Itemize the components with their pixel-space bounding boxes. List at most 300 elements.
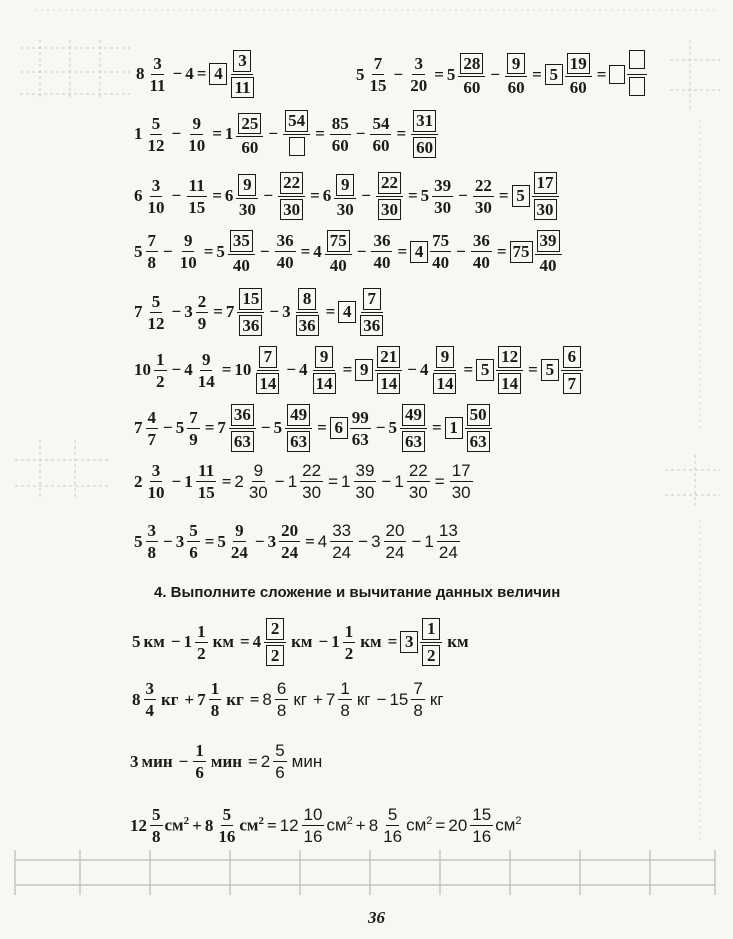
answer-box: 6 (563, 346, 581, 368)
fraction (146, 409, 159, 448)
term: см (239, 815, 259, 835)
whole-part: 1 (341, 471, 351, 491)
numerator: 33 (332, 521, 352, 540)
whole-part: 1 (394, 471, 404, 491)
exercise-row-7 (134, 404, 494, 452)
denominator: 16 (472, 827, 492, 846)
operator: = (221, 360, 232, 380)
operator: = (204, 531, 215, 551)
operator: − (171, 124, 182, 144)
numerator: 22 (302, 461, 322, 480)
answer-box: 15 (239, 288, 262, 310)
numerator: 39 (434, 175, 452, 195)
answer-box: 14 (433, 373, 456, 395)
fraction (186, 177, 207, 216)
denominator: 24 (385, 543, 405, 562)
fraction (229, 404, 256, 452)
denominator: 4 (145, 701, 154, 720)
operator: = (317, 418, 327, 438)
operator: = (496, 241, 507, 261)
whole-part: 1 (134, 124, 143, 144)
whole-part: 2 (260, 751, 271, 771)
fraction (154, 351, 167, 390)
numerator: 10 (303, 805, 323, 824)
fraction (532, 172, 559, 220)
fraction (627, 50, 647, 99)
whole-part: 5 (388, 418, 397, 438)
numerator: 9 (192, 113, 201, 133)
operator: − (318, 632, 329, 652)
whole-part: 4 (252, 632, 262, 652)
fraction (229, 50, 255, 98)
numerator: 9 (253, 461, 264, 480)
answer-box: 14 (313, 373, 336, 395)
answer-box: 7 (259, 346, 277, 368)
fraction (407, 462, 430, 501)
numerator: 5 (222, 805, 232, 824)
operator: = (397, 241, 408, 261)
operator: = (249, 689, 260, 709)
operator: + (184, 689, 195, 709)
numerator: 5 (275, 741, 285, 760)
fraction (187, 522, 200, 561)
quantity-row-1 (132, 618, 472, 666)
operator: − (458, 186, 468, 206)
answer-box: 35 (230, 230, 253, 252)
numerator: 54 (372, 113, 390, 133)
fraction (432, 177, 453, 216)
numerator (283, 110, 310, 135)
answer-box: 9 (507, 53, 525, 75)
operator: км (291, 632, 313, 652)
fraction (236, 174, 258, 218)
denominator: 8 (147, 253, 156, 273)
denominator: 9 (197, 313, 207, 333)
numerator: 3 (414, 54, 423, 73)
numerator: 1 (344, 621, 354, 641)
operator: кг (429, 689, 444, 709)
denominator (311, 371, 338, 395)
numerator: 5 (151, 113, 161, 133)
denominator (420, 643, 442, 667)
answer-box: 3 (233, 50, 251, 72)
operator: − (171, 302, 182, 322)
fraction (187, 409, 200, 448)
answer-box: 25 (238, 113, 261, 135)
numerator (334, 174, 356, 199)
whole-part: 7 (134, 302, 143, 322)
denominator: 6 (189, 543, 198, 562)
fraction (237, 288, 264, 336)
operator: = (498, 186, 509, 206)
whole-part: 8 (368, 815, 379, 835)
term: см (326, 815, 347, 835)
denominator (532, 197, 559, 221)
term: см (495, 815, 516, 835)
term: $см^2$ (495, 815, 522, 835)
denominator (254, 371, 281, 395)
operator: = (266, 815, 277, 835)
operator: − (268, 124, 279, 144)
fraction (186, 115, 207, 154)
numerator (285, 404, 312, 429)
answer-box: 14 (256, 373, 279, 395)
fraction (216, 806, 237, 845)
operator: = (434, 64, 444, 84)
answer-box: 50 (467, 404, 490, 426)
answer-box: 36 (296, 315, 319, 337)
operator: − (171, 471, 182, 491)
numerator (505, 53, 527, 78)
denominator (285, 429, 312, 453)
answer-box: 4 (410, 241, 428, 263)
numerator: 1 (156, 349, 165, 369)
fraction (229, 522, 250, 561)
denominator: 2 (344, 643, 354, 663)
denominator: 24 (281, 543, 299, 562)
fraction (283, 110, 310, 159)
fraction (254, 346, 281, 394)
fraction (302, 806, 325, 845)
answer-box: 30 (280, 199, 303, 221)
numerator: 9 (235, 521, 244, 540)
answer-box: 14 (498, 373, 521, 395)
denominator: 9 (189, 429, 198, 449)
operator: мин (291, 751, 323, 771)
answer-box: 9 (355, 359, 373, 381)
numerator (264, 618, 286, 643)
denominator (294, 313, 321, 337)
operator: = (300, 241, 311, 261)
exercise-row-2 (134, 110, 440, 159)
denominator (375, 371, 402, 395)
fraction (275, 232, 296, 271)
answer-box: 21 (377, 346, 400, 368)
answer-box: 49 (402, 404, 425, 426)
operator: = (528, 360, 538, 380)
numerator: 85 (331, 113, 349, 133)
denominator: 40 (432, 253, 450, 273)
operator: + (355, 815, 366, 835)
denominator (287, 135, 307, 159)
numerator: 5 (152, 805, 161, 824)
numerator: 20 (385, 521, 405, 540)
fraction (384, 522, 407, 561)
fraction (209, 680, 222, 719)
answer-box: 3 (400, 631, 418, 653)
operator: − (411, 531, 422, 551)
fraction (285, 404, 312, 452)
answer-box: 17 (534, 172, 557, 194)
whole-part: 5 (216, 241, 225, 261)
operator: = (328, 471, 339, 491)
answer-box: 54 (285, 110, 308, 132)
exercise-row-1b (356, 50, 649, 99)
fraction (420, 618, 442, 666)
fraction (330, 522, 353, 561)
operator: мин (141, 751, 173, 771)
operator: км (360, 632, 382, 652)
denominator (627, 75, 647, 99)
denominator: 40 (276, 253, 294, 273)
term: $см^2$ (326, 815, 353, 835)
numerator (532, 172, 559, 197)
numerator (229, 404, 256, 429)
answer-box: 75 (510, 241, 533, 263)
denominator: 30 (408, 483, 428, 502)
fraction (146, 232, 159, 271)
answer-box: 14 (377, 373, 400, 395)
denominator: 30 (451, 483, 471, 502)
term: 3 (130, 751, 139, 771)
answer-box: 6 (330, 417, 348, 439)
answer-box: 7 (363, 288, 381, 310)
denominator: 60 (331, 135, 349, 155)
whole-part: 12 (279, 815, 299, 835)
whole-part: 5 (420, 186, 430, 206)
fraction (311, 346, 338, 394)
denominator: 60 (569, 78, 587, 98)
denominator (400, 429, 427, 453)
denominator: 16 (383, 827, 403, 846)
denominator: 12 (147, 135, 165, 155)
operator: − (356, 241, 367, 261)
operator: = (435, 815, 446, 835)
numerator: 3 (151, 461, 161, 480)
exercise-row-4 (134, 230, 564, 274)
answer-box: 36 (360, 315, 383, 337)
operator: − (269, 302, 280, 322)
fraction (294, 288, 321, 336)
answer-box: 5 (512, 185, 530, 207)
denominator: 24 (332, 543, 352, 562)
fraction (338, 680, 351, 719)
numerator: 39 (355, 461, 375, 480)
quantity-row-2 (132, 680, 446, 719)
operator: = (396, 124, 407, 144)
operator: = (407, 186, 418, 206)
whole-part: 6 (322, 186, 332, 206)
numerator (496, 346, 523, 371)
denominator: 24 (230, 543, 248, 562)
answer-box: 9 (238, 174, 256, 196)
exercise-row-9 (134, 522, 462, 561)
numerator: 5 (189, 521, 198, 540)
denominator: 2 (156, 371, 165, 391)
denominator: 7 (147, 429, 156, 449)
whole-part: 10 (134, 360, 151, 380)
fraction (473, 177, 494, 216)
operator: = (212, 186, 222, 206)
denominator: 24 (438, 543, 458, 562)
numerator: 7 (373, 54, 383, 73)
task-4-heading: 4. Выполните сложение и вычитание данных величин (154, 584, 561, 601)
whole-part: 3 (175, 531, 185, 551)
whole-part: 7 (325, 689, 336, 709)
numerator (535, 230, 562, 255)
whole-part: 7 (225, 302, 235, 322)
numerator: 22 (408, 461, 428, 480)
answer-box: 63 (287, 431, 310, 453)
answer-box: 36 (231, 404, 254, 426)
numerator (361, 288, 383, 313)
numerator: 1 (197, 621, 206, 641)
operator: − (358, 531, 369, 551)
fraction (148, 55, 168, 94)
fraction (195, 623, 208, 662)
operator: − (172, 64, 183, 84)
denominator (431, 371, 458, 395)
denominator (229, 75, 255, 99)
numerator: 6 (276, 679, 287, 698)
operator: + (312, 689, 323, 709)
term: $см^2$ (406, 815, 433, 835)
answer-box: 28 (460, 53, 483, 75)
operator: − (375, 418, 386, 438)
whole-part: 1 (224, 124, 234, 144)
fraction (178, 232, 199, 271)
numerator: 15 (472, 805, 492, 824)
denominator: 30 (474, 197, 492, 217)
whole-part: 3 (184, 302, 193, 322)
denominator: 30 (355, 483, 375, 502)
answer-box (289, 137, 305, 156)
denominator: 8 (340, 701, 350, 720)
denominator: 8 (276, 701, 287, 720)
fraction (411, 680, 424, 719)
operator: = (310, 186, 320, 206)
whole-part: 4 (313, 241, 322, 261)
denominator (237, 313, 264, 337)
fraction (150, 806, 163, 845)
numerator: 13 (438, 521, 458, 540)
fraction (273, 742, 286, 781)
fraction (146, 293, 167, 332)
whole-part: 8 (136, 64, 145, 84)
answer-box: 2 (266, 618, 284, 640)
numerator: 1 (340, 679, 350, 698)
fraction (330, 115, 351, 154)
numerator (257, 346, 279, 371)
denominator (411, 135, 438, 159)
numerator: 7 (147, 231, 156, 251)
answer-box: 7 (563, 373, 581, 395)
denominator: 60 (372, 135, 390, 155)
whole-part: 5 (134, 241, 143, 261)
whole-part: 1 (331, 632, 340, 652)
denominator: 40 (539, 255, 557, 275)
answer-box: 5 (476, 359, 494, 381)
exercise-row-8 (134, 462, 475, 501)
whole-part: 7 (197, 689, 206, 709)
operator: − (163, 418, 173, 438)
page-number: 36 (368, 908, 385, 927)
denominator: 8 (413, 701, 423, 720)
denominator: 10 (147, 483, 165, 502)
answer-box: 9 (336, 174, 354, 196)
answer-box: 60 (413, 137, 436, 159)
denominator: 10 (179, 253, 197, 273)
numerator: 3 (151, 175, 161, 195)
fraction (400, 404, 427, 452)
answer-box (629, 50, 645, 69)
numerator (228, 230, 255, 255)
numerator: 11 (198, 461, 215, 480)
whole-part: 5 (273, 418, 283, 438)
whole-part: 1 (184, 471, 193, 491)
fraction (505, 53, 527, 97)
fraction (465, 404, 492, 452)
whole-part: 4 (184, 360, 193, 380)
denominator: 63 (351, 429, 369, 449)
denominator: 30 (248, 483, 268, 502)
numerator (376, 172, 403, 197)
fraction (561, 346, 583, 394)
answer-box: 30 (534, 199, 557, 221)
numerator (400, 404, 427, 429)
operator: = (342, 360, 353, 380)
fraction (350, 409, 371, 448)
fraction (275, 680, 288, 719)
numerator: 17 (451, 461, 471, 480)
fraction (496, 346, 523, 394)
fraction (236, 113, 263, 157)
numerator (375, 346, 402, 371)
answer-box: 39 (537, 230, 560, 252)
fraction (458, 53, 485, 97)
fraction (325, 230, 352, 274)
fraction (193, 742, 206, 781)
denominator: 8 (147, 543, 156, 562)
denominator (376, 197, 403, 221)
whole-part: 5 (134, 531, 143, 551)
denominator: 60 (241, 138, 259, 158)
fraction (146, 177, 167, 216)
whole-part: 5 (356, 64, 365, 84)
quantity-row-3 (130, 742, 325, 781)
whole-part: 10 (234, 360, 252, 380)
whole-part: 6 (224, 186, 234, 206)
denominator: 60 (463, 78, 481, 98)
whole-part: 12 (130, 815, 147, 835)
fraction (146, 115, 167, 154)
operator: − (170, 632, 181, 652)
fraction (334, 174, 356, 218)
operator: = (532, 64, 542, 84)
term: см (164, 815, 184, 835)
whole-part: 15 (389, 689, 409, 709)
denominator: 40 (232, 255, 250, 275)
operator: = (463, 360, 474, 380)
answer-box: 9 (436, 346, 454, 368)
operator: − (393, 64, 404, 84)
fraction (146, 462, 167, 501)
answer-box: 8 (298, 288, 316, 310)
numerator (420, 618, 442, 643)
numerator: 5 (387, 805, 398, 824)
fraction (565, 53, 592, 97)
numerator: 22 (474, 175, 492, 195)
numerator: 4 (147, 407, 156, 427)
answer-box: 12 (498, 346, 521, 368)
operator: кг (161, 689, 179, 709)
empty-answer-box (609, 65, 625, 84)
whole-part: 8 (262, 689, 272, 709)
operator: = (387, 632, 398, 652)
denominator: 6 (195, 763, 204, 782)
numerator: 5 (151, 291, 161, 311)
denominator: 30 (238, 199, 256, 219)
